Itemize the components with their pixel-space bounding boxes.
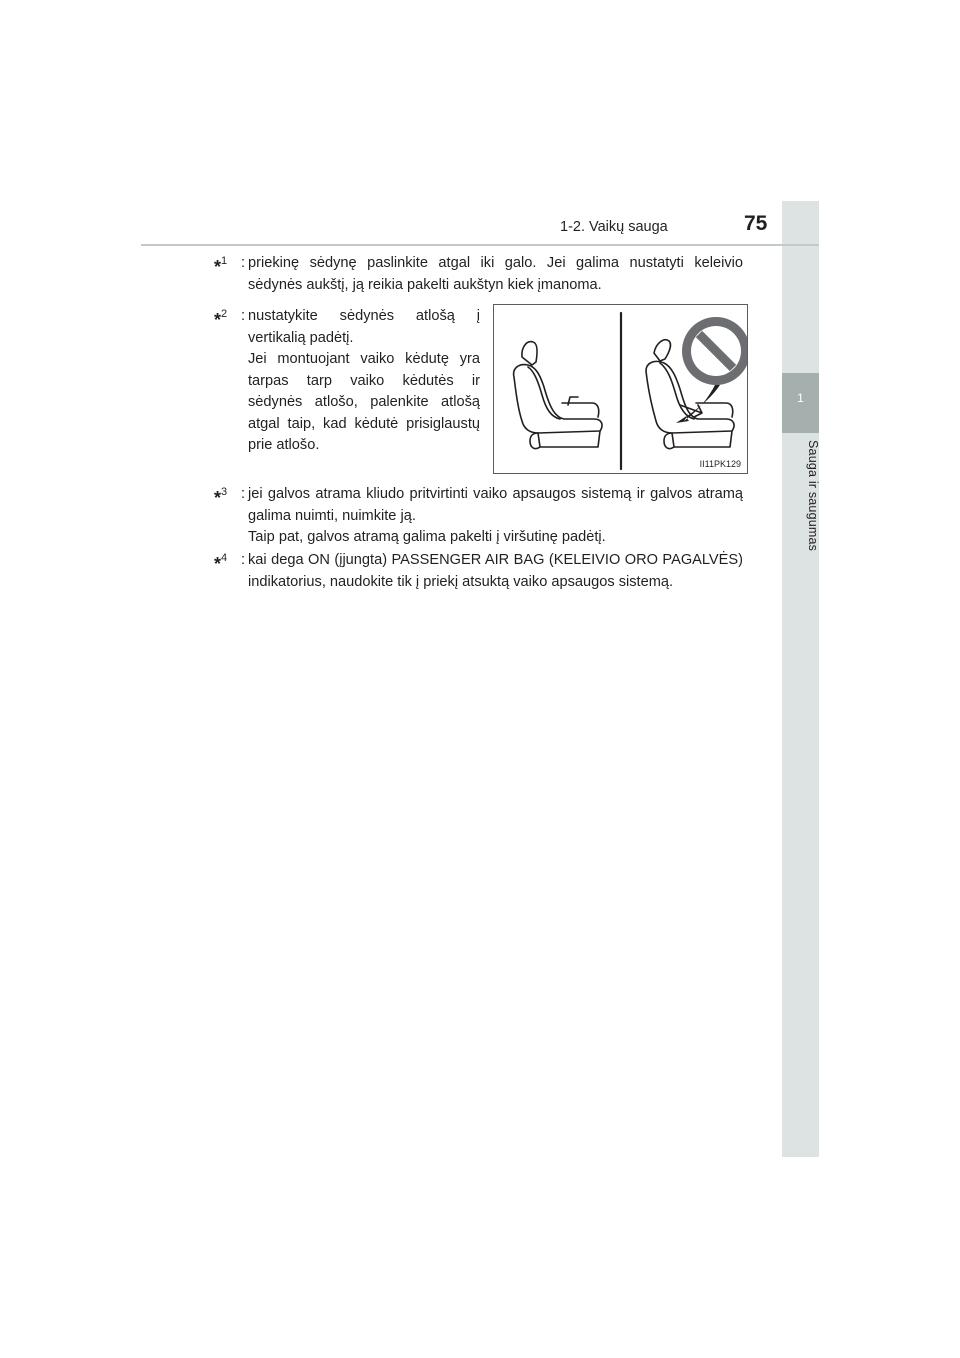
note-2-text-2: Jei montuojant vaiko kėdutę yra tarpas tarp vaiko kėdutės ir sėdynės atlošo, palenkite atlošą atgal taip, kad kėdutė prisiglaustų prie atlošo. [248,351,480,453]
prohibition-icon [682,317,747,385]
chapter-number: 1 [797,391,804,405]
seat-upright-icon [514,342,602,449]
note-3: *$^3$ : jei galvos atrama kliudo pritvirtinti vaiko apsaugos sistemą ir galvos atramą galima nuimti, nuimkite ją. Taip pat, galvos atramą galima pakelti į viršutinę padėtį. [214,484,743,549]
note-1-marker: *$^1$ [214,255,228,277]
page-number: 75 [744,212,768,235]
note-2: *$^2$ : nustatykite sėdynės atlošą į vertikalią padėtį. Jei montuojant vaiko kėdutę yra tarpas tarp vaiko kėdutės ir sėdynės atlošo, palenkite atlošą atgal taip, kad kėdutė prisiglaustų prie atlošo. [214,306,480,457]
side-tab [782,201,819,1157]
note-2-marker: *$^2$ [214,308,228,330]
section-title: 1-2. Vaikų sauga [560,219,668,235]
note-3-marker: *$^3$ [214,486,228,508]
chapter-title: Sauga ir saugumas [806,440,820,552]
note-1: *$^1$ : priekinę sėdynę paslinkite atgal iki galo. Jei galima nustatyti keleivio sėdynės aukštį, ją reikia pakelti aukštyn kiek įmanoma. [214,253,743,296]
note-3-text-2: Taip pat, galvos atramą galima pakelti į viršutinę padėtį. [248,529,606,545]
note-1-text: priekinę sėdynę paslinkite atgal iki galo. Jei galima nustatyti keleivio sėdynės aukštį, ją reikia pakelti aukštyn kiek įmanoma. [248,255,743,293]
note-3-text-1: jei galvos atrama kliudo pritvirtinti vaiko apsaugos sistemą ir galvos atramą galima nuimti, nuimkite ją. [248,486,743,524]
figure-code: II11PK129 [699,459,741,469]
header-divider [141,244,819,246]
note-4-marker: *$^4$ [214,552,228,574]
note-4: *$^4$ : kai dega ON (įjungta) PASSENGER AIR BAG (KELEIVIO ORO PAGALVĖS) indikatorius, naudokite tik į priekį atsuktą vaiko apsaugos sistemą. [214,550,743,593]
note-2-text-1: nustatykite sėdynės atlošą į vertikalią padėtį. [248,308,480,346]
seat-illustration [493,304,748,474]
seat-diagram [494,305,747,473]
note-4-text: kai dega ON (įjungta) PASSENGER AIR BAG (KELEIVIO ORO PAGALVĖS) indikatorius, naudokite tik į priekį atsuktą vaiko apsaugos sistemą. [248,552,743,590]
